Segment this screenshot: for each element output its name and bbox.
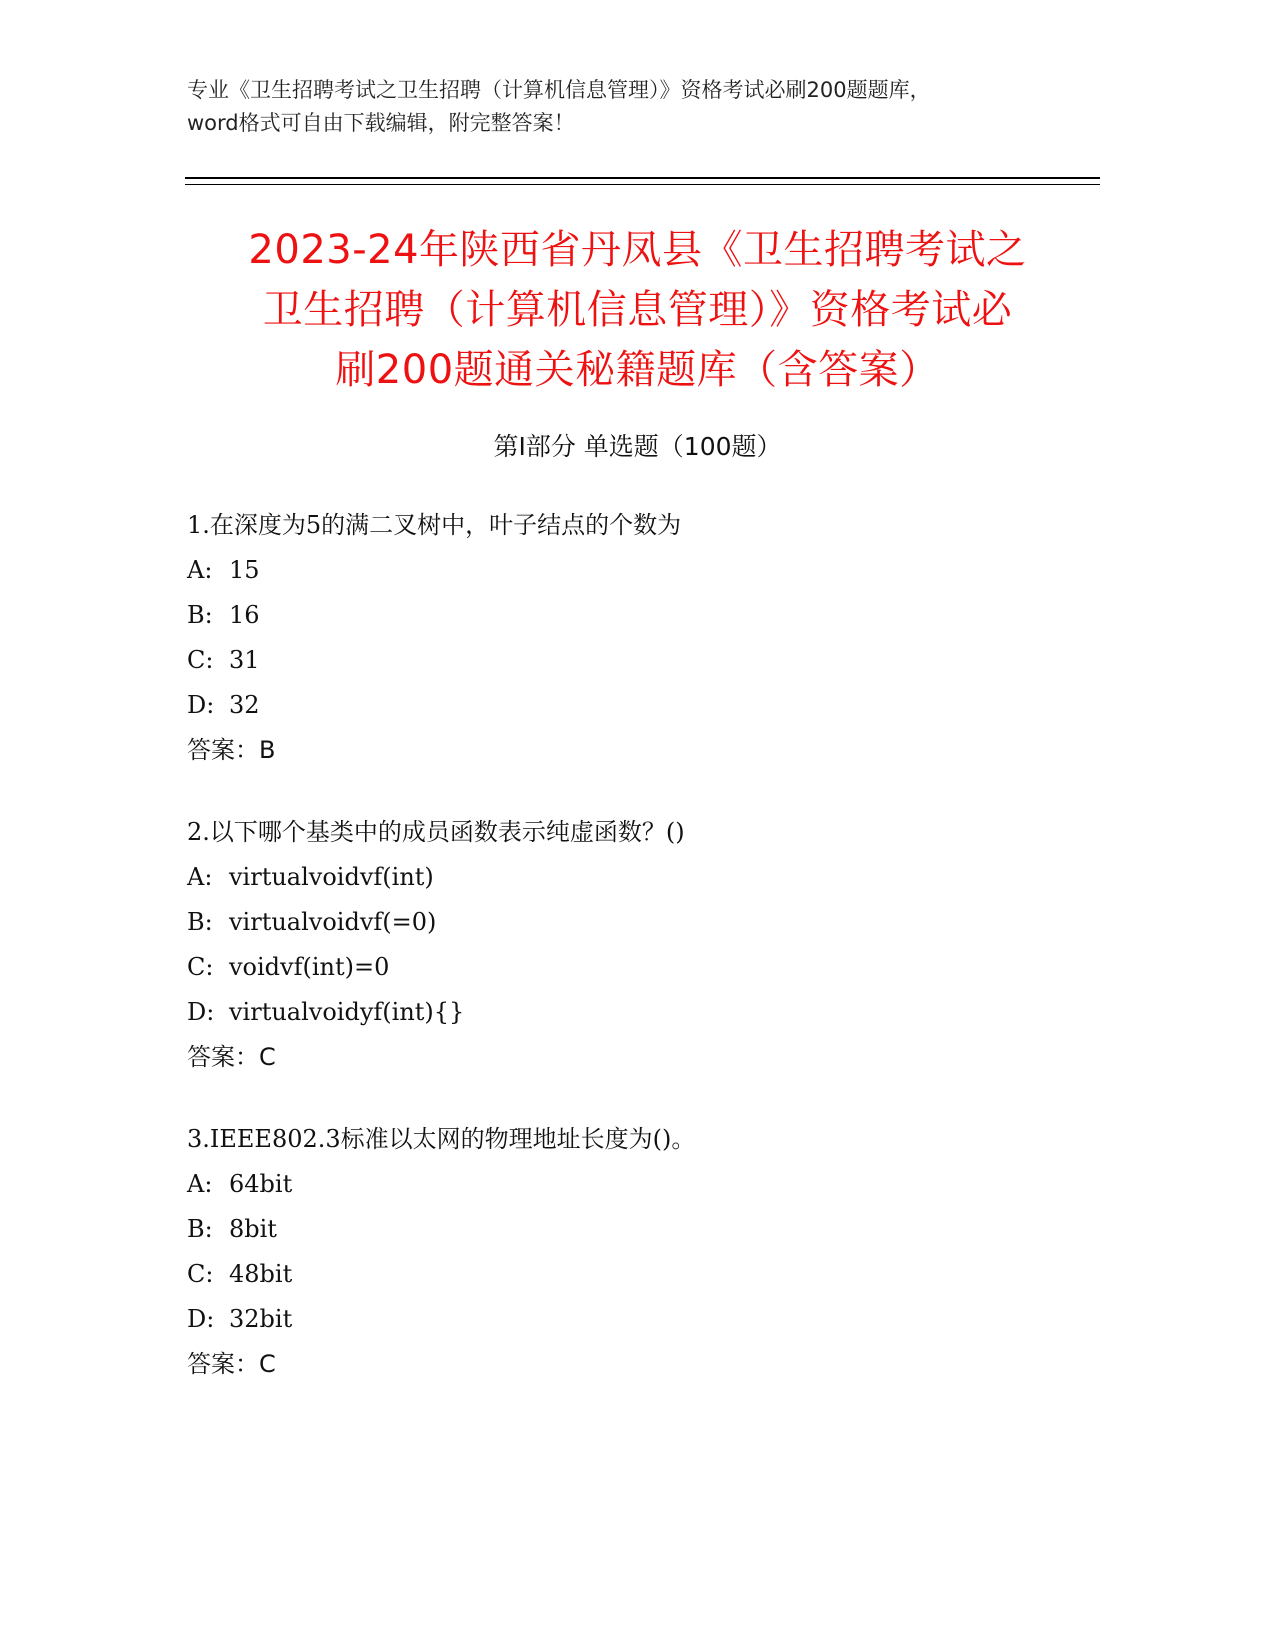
answer-value: C bbox=[259, 1043, 276, 1071]
answer-label: 答案： bbox=[187, 1043, 259, 1071]
option-key: A: bbox=[187, 863, 213, 891]
question-text: 3.IEEE802.3标准以太网的物理地址长度为()。 bbox=[187, 1125, 696, 1153]
header-line-2: word格式可自由下载编辑，附完整答案！ bbox=[187, 111, 575, 135]
option-value: 15 bbox=[229, 556, 260, 584]
option-key: A: bbox=[187, 1170, 213, 1198]
answer-value: C bbox=[259, 1350, 276, 1378]
option-value: 31 bbox=[229, 646, 260, 674]
answer-line bbox=[187, 728, 1137, 773]
option-c bbox=[187, 945, 1137, 990]
header-divider-thick bbox=[185, 177, 1100, 179]
option-value: 32 bbox=[229, 691, 260, 719]
option-value: virtualvoidvf(=0) bbox=[229, 908, 437, 936]
option-key: C: bbox=[187, 646, 214, 674]
option-key: C: bbox=[187, 1260, 214, 1288]
document-title bbox=[150, 220, 1125, 400]
option-key: A: bbox=[187, 556, 213, 584]
document-header-note bbox=[187, 74, 1087, 140]
option-b bbox=[187, 593, 1137, 638]
option-value: voidvf(int)=0 bbox=[229, 953, 390, 981]
option-value: 16 bbox=[229, 601, 260, 629]
option-key: B: bbox=[187, 601, 213, 629]
option-value: virtualvoidvf(int) bbox=[229, 863, 434, 891]
option-value: 48bit bbox=[229, 1260, 293, 1288]
option-value: 64bit bbox=[229, 1170, 293, 1198]
option-value: virtualvoidyf(int){} bbox=[229, 998, 465, 1026]
option-a bbox=[187, 855, 1137, 900]
option-c bbox=[187, 1252, 1137, 1297]
question-text: 2.以下哪个基类中的成员函数表示纯虚函数？() bbox=[187, 818, 685, 846]
option-key: B: bbox=[187, 908, 213, 936]
option-key: D: bbox=[187, 998, 215, 1026]
option-a bbox=[187, 1162, 1137, 1207]
option-key: B: bbox=[187, 1215, 213, 1243]
option-c bbox=[187, 638, 1137, 683]
question-1 bbox=[187, 503, 1137, 773]
option-b bbox=[187, 900, 1137, 945]
title-line-2: 卫生招聘（计算机信息管理）》资格考试必 bbox=[262, 287, 1013, 333]
option-d bbox=[187, 990, 1137, 1035]
option-b bbox=[187, 1207, 1137, 1252]
answer-value: B bbox=[259, 736, 276, 764]
section-heading: 第Ⅰ部分 单选题（100题） bbox=[493, 432, 782, 461]
option-d bbox=[187, 1297, 1137, 1342]
title-line-3: 刷200题通关秘籍题库（含答案） bbox=[335, 347, 940, 393]
question-3 bbox=[187, 1117, 1137, 1387]
answer-label: 答案： bbox=[187, 1350, 259, 1378]
header-line-1: 专业《卫生招聘考试之卫生招聘（计算机信息管理）》资格考试必刷200题题库， bbox=[187, 78, 931, 102]
question-text: 1.在深度为5的满二叉树中，叶子结点的个数为 bbox=[187, 511, 682, 539]
answer-line bbox=[187, 1035, 1137, 1080]
option-key: D: bbox=[187, 691, 215, 719]
option-d bbox=[187, 683, 1137, 728]
option-a bbox=[187, 548, 1137, 593]
question-2 bbox=[187, 810, 1137, 1080]
header-divider-thin bbox=[185, 184, 1100, 185]
option-key: D: bbox=[187, 1305, 215, 1333]
option-value: 32bit bbox=[229, 1305, 293, 1333]
title-line-1: 2023-24年陕西省丹凤县《卫生招聘考试之 bbox=[248, 227, 1027, 273]
answer-label: 答案： bbox=[187, 736, 259, 764]
answer-line bbox=[187, 1342, 1137, 1387]
option-key: C: bbox=[187, 953, 214, 981]
option-value: 8bit bbox=[229, 1215, 277, 1243]
